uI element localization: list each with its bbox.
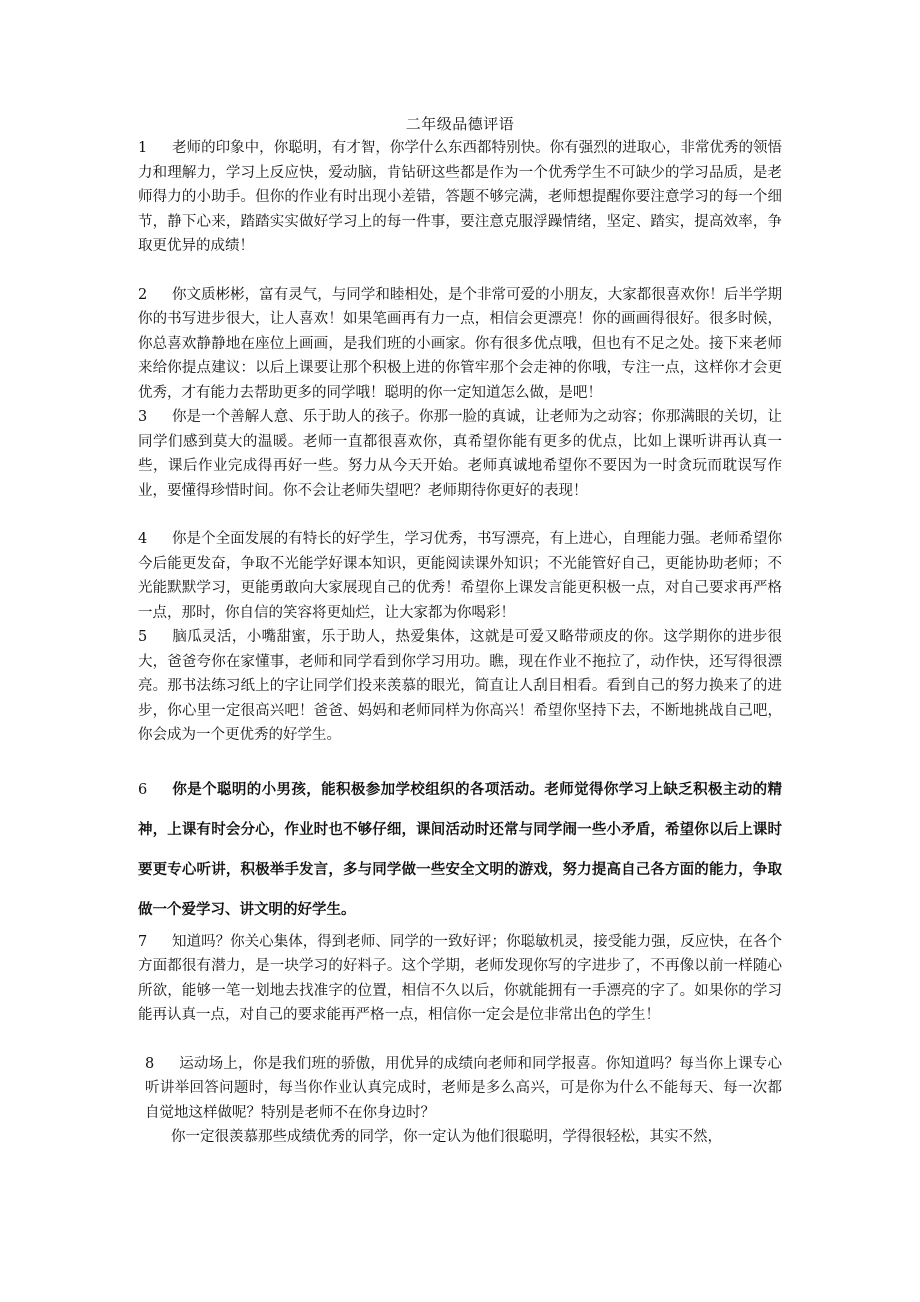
comment-text: 知道吗？你关心集体，得到老师、同学的一致好评；你聪敏机灵，接受能力强，反应快，在各个方面都很有潜力，是一块学习的好料子。这个学期，老师发现你写的字进步了，不再像以前一样随心所欲，能够一笔一划地去找准字的位置，相信不久以后，你就能拥有一手漂亮的字了。如果你的学习能再认真一点，对自己的要求能再严格一点，相信你一定会是位非常出色的学生！ — [138, 933, 782, 1023]
comment-1 — [138, 136, 782, 259]
comment-text: 你是个全面发展的有特长的好学生，学习优秀，书写漂亮，有上进心，自理能力强。老师希望你今后能更发奋，争取不光能学好课本知识，更能阅读课外知识；不光能管好自己，更能协助老师；不光能默默学习，更能勇敢向大家展现自己的优秀！希望你上课发言能更积极一点，对自己要求再严格一点，那时，你自信的笑容将更灿烂，让大家都为你喝彩！ — [138, 531, 782, 621]
comment-3 — [138, 405, 782, 503]
comment-6 — [138, 770, 782, 930]
comment-text: 你文质彬彬，富有灵气，与同学和睦相处，是个非常可爱的小朋友，大家都很喜欢你！后半学期你的书写进步很大，让人喜欢！如果笔画再有力一点，相信会更漂亮！你的画画得很好。很多时候，你总喜欢静静地在座位上画画，是我们班的小画家。你有很多优点哦，但也有不足之处。接下来老师来给你提点建议：以后上课要让那个积极上进的你管牢那个会走神的你哦，专注一点，这样你才会更优秀，才有能力去帮助更多的同学哦！聪明的你一定知道怎么做，是吧！ — [138, 286, 782, 401]
comment-text: 你是一个善解人意、乐于助人的孩子。你那一脸的真诚，让老师为之动容；你那满眼的关切，让同学们感到莫大的温暖。老师一直都很喜欢你，真希望你能有更多的优点，比如上课听讲再认真一些，课后作业完成得再好一些。努力从今天开始。老师真诚地希望你不要因为一时贪玩而耽误写作业，要懂得珍惜时间。你不会让老师失望吧？老师期待你更好的表现！ — [138, 409, 782, 499]
paragraph-gap — [138, 748, 782, 770]
document-title: 二年级品德评语 — [405, 115, 515, 133]
comment-number: 6 — [138, 781, 148, 798]
comment-text: 运动场上，你是我们班的骄傲，用优异的成绩向老师和同学报喜。你知道吗？每当你上课专心听讲举回答问题时，每当你作业认真完成时，老师是多么高兴，可是你为什么不能每天、每一次都自觉地这样做呢？特别是老师不在你身边时？ — [145, 1055, 782, 1121]
comment-text: 脑瓜灵活，小嘴甜蜜，乐于助人，热爱集体，这就是可爱又略带顽皮的你。这学期你的进步很大，爸爸夸你在家懂事，老师和同学看到你学习用功。瞧，现在作业不拖拉了，动作快，还写得很漂亮。那书法练习纸上的字让同学们投来羡慕的眼光，简直让人刮目相看。看到自己的努力换来了的进步，你心里一定很高兴吧！爸爸、妈妈和老师同样为你高兴！希望你坚持下去，不断地挑战自己吧，你会成为一个更优秀的好学生。 — [138, 629, 782, 743]
document-body — [138, 136, 782, 1150]
comment-4 — [138, 527, 782, 625]
comment-8 — [138, 1052, 782, 1126]
comment-2 — [138, 283, 782, 406]
comment-8-continuation: 你一定很羡慕那些成绩优秀的同学，你一定认为他们很聪明，学得很轻松，其实不然， — [171, 1129, 722, 1145]
comment-number: 2 — [138, 286, 148, 303]
comment-number: 3 — [138, 409, 148, 425]
comment-7 — [138, 930, 782, 1028]
paragraph-gap — [138, 259, 782, 283]
comment-5 — [138, 625, 782, 748]
comment-number: 5 — [138, 629, 148, 645]
comment-text: 老师的印象中，你聪明，有才智，你学什么东西都特别快。你有强烈的进取心，非常优秀的领悟力和理解力，学习上反应快，爱动脑，肯钻研这些都是作为一个优秀学生不可缺少的学习品质，是老师得力的小助手。但你的作业有时出现小差错，答题不够完满，老师想提醒你要注意学习的每一个细节，静下心来，踏踏实实做好学习上的每一件事，要注意克服浮躁情绪，坚定、踏实，提高效率，争取更优异的成绩！ — [138, 140, 782, 254]
comment-text: 你是个聪明的小男孩，能积极参加学校组织的各项活动。老师觉得你学习上缺乏积极主动的精神，上课有时会分心，作业时也不够仔细，课间活动时还常与同学闹一些小矛盾，希望你以后上课时要更专心听讲，积极举手发言，多与同学做一些安全文明的游戏，努力提高自己各方面的能力，争取做一个爱学习、讲文明的好学生。 — [138, 780, 782, 918]
comment-number: 8 — [145, 1055, 155, 1072]
paragraph-gap — [138, 1028, 782, 1052]
comment-number: 4 — [138, 531, 148, 547]
paragraph-gap — [138, 503, 782, 527]
comment-number: 7 — [138, 933, 148, 950]
comment-number: 1 — [138, 140, 148, 156]
